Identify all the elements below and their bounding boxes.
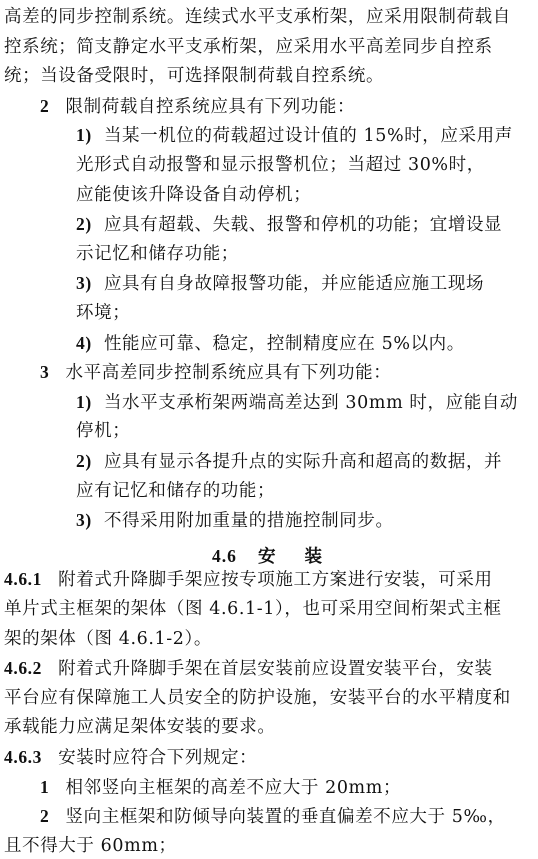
sub-list-item (76, 213, 502, 236)
paragraph-line (4, 716, 276, 738)
paragraph-line (4, 36, 493, 58)
item-text: 相邻竖向主框架的高差不应大于 20mm； (65, 777, 402, 798)
item-number: 1) (76, 391, 92, 412)
line-text: 承载能力应满足架体安装的要求。 (4, 717, 276, 738)
sub-list-item (76, 450, 502, 473)
line-text: 应有记忆和储存的功能； (76, 480, 276, 501)
sub-list-item (76, 391, 518, 414)
clause-number: 4.6.3 (4, 747, 42, 767)
sub-list-item (76, 272, 484, 295)
clause (4, 746, 257, 769)
sub-list-item (76, 124, 513, 147)
item-number: 2 (40, 806, 50, 827)
paragraph-line (76, 154, 485, 176)
paragraph-line (76, 480, 275, 502)
item-number: 2) (76, 451, 92, 471)
item-number: 3 (40, 362, 50, 383)
paragraph-line (4, 628, 212, 650)
line-text: 架的架体（图 4.6.1-2）。 (4, 628, 212, 649)
paragraph-line (76, 302, 130, 324)
clause-text: 附着式升降脚手架应按专项施工方案进行安装，可采用 (58, 570, 493, 591)
line-text: 且不得大于 60mm； (4, 835, 177, 856)
item-text: 应具有自身故障报警功能，并应能适应施工现场 (103, 274, 485, 295)
paragraph-line (4, 835, 177, 857)
item-number: 2 (40, 95, 50, 116)
line-text: 单片式主框架的架体（图 4.6.1-1），也可采用空间桁架式主框 (4, 599, 502, 619)
line-text: 光形式自动报警和显示报警机位；当超过 30%时， (76, 155, 485, 175)
item-text: 竖向主框架和防倾导向装置的垂直偏差不应大于 5‰， (65, 807, 506, 828)
item-text: 当某一机位的荷载超过设计值的 15%时，应采用声 (103, 126, 513, 147)
clause-number: 4.6.1 (4, 569, 42, 590)
line-text: 应能使该升降设备自动停机； (76, 184, 312, 205)
list-item (40, 805, 506, 828)
clause-text: 安装时应符合下列规定： (58, 748, 258, 768)
paragraph-line (4, 598, 502, 620)
paragraph-line (76, 184, 311, 206)
clause-text: 附着式升降脚手架在首层安装前应设置安装平台，安装 (58, 659, 493, 680)
section-number: 4.6 (212, 545, 237, 566)
clause-number: 4.6.2 (4, 658, 42, 679)
item-text: 性能应可靠、稳定，控制精度应在 5%以内。 (103, 333, 465, 354)
section-heading (212, 545, 323, 568)
line-text: 统；当设备受限时，可选择限制荷载自控系统。 (4, 66, 385, 87)
item-number: 3) (76, 510, 92, 531)
sub-list-item (76, 509, 394, 532)
paragraph-line (4, 687, 511, 709)
line-text: 示记忆和储存功能； (76, 243, 239, 264)
paragraph-line (76, 420, 130, 442)
item-number: 1 (40, 776, 50, 797)
item-text: 水平高差同步控制系统应具有下列功能： (65, 363, 392, 384)
item-number: 4) (76, 332, 92, 353)
list-item (40, 776, 401, 799)
section-title-word: 装 (304, 546, 323, 567)
list-item (40, 361, 391, 384)
item-text: 当水平支承桁架两端高差达到 30mm 时，应能自动 (103, 392, 519, 413)
sub-list-item (76, 332, 465, 355)
list-item (40, 95, 355, 118)
item-text: 不得采用附加重量的措施控制同步。 (103, 511, 394, 532)
line-text: 平台应有保障施工人员安全的防护设施，安装平台的水平精度和 (4, 687, 511, 708)
clause (4, 657, 493, 680)
line-text: 停机； (76, 421, 131, 442)
clause (4, 568, 493, 591)
line-text: 控系统；简支静定水平支承桁架，应采用水平高差同步自控系 (4, 36, 493, 57)
item-number: 3) (76, 273, 92, 294)
paragraph-line (4, 6, 511, 28)
item-text: 应具有超载、失载、报警和停机的功能；宜增设显 (103, 215, 503, 236)
item-number: 2) (76, 214, 92, 235)
item-text: 应具有显示各提升点的实际升高和超高的数据，并 (103, 452, 503, 472)
section-title-word: 安 (257, 546, 277, 567)
paragraph-line (76, 243, 239, 265)
line-text: 高差的同步控制系统。连续式水平支承桁架，应采用限制荷载自 (4, 7, 511, 27)
item-text: 限制荷载自控系统应具有下列功能： (65, 96, 356, 117)
line-text: 环境； (76, 303, 131, 323)
paragraph-line (4, 65, 384, 87)
item-number: 1) (76, 125, 92, 146)
